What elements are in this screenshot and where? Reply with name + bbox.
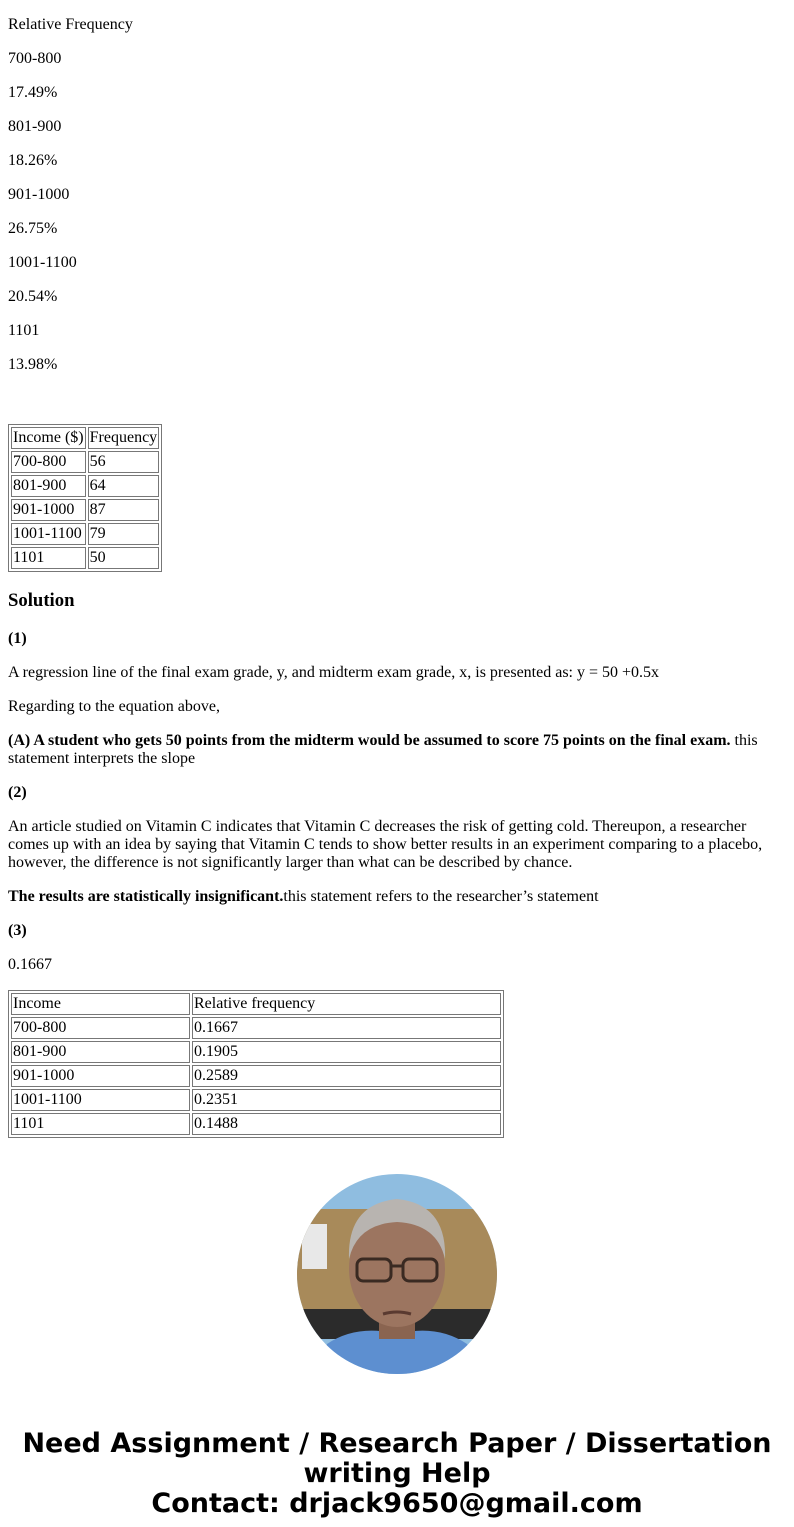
cell: 0.1488	[192, 1113, 501, 1135]
percent-value: 13.98%	[8, 356, 58, 373]
question-label: (2)	[8, 784, 27, 801]
q2-answer-bold: The results are statistically insignificant.	[8, 888, 284, 905]
percent-value: 17.49%	[8, 84, 58, 101]
range-label: 901-1000	[8, 186, 70, 203]
table-row	[11, 475, 159, 497]
banner-headline: Need Assignment / Research Paper / Dissertation writing Help	[22, 1428, 772, 1489]
q1-regarding: Regarding to the equation above,	[8, 698, 220, 715]
solution-heading: Solution	[8, 590, 75, 611]
cell: 1101	[11, 547, 86, 569]
range-label: 801-900	[8, 118, 62, 135]
cell: 0.1667	[192, 1017, 501, 1039]
cell: 0.2589	[192, 1065, 501, 1087]
cell: 700-800	[11, 451, 86, 473]
q2-text: An article studied on Vitamin C indicates that Vitamin C decreases the risk of getting cold. Thereupon, a researcher comes up with an idea by saying that Vitamin C tends to show better results in an experiment comparing to a placebo, however, the difference is not significantly larger than what can be described by chance.	[8, 818, 763, 871]
header-cell: Frequency	[88, 427, 160, 449]
cell: 700-800	[11, 1017, 190, 1039]
cell: 901-1000	[11, 499, 86, 521]
spacer	[8, 390, 786, 408]
cell: 801-900	[11, 475, 86, 497]
percent-value: 20.54%	[8, 288, 58, 305]
cell: 87	[88, 499, 160, 521]
table-row	[11, 1089, 501, 1111]
frequency-table	[8, 424, 162, 572]
cell: 56	[88, 451, 160, 473]
banner-contact: Contact: drjack9650@gmail.com	[151, 1488, 643, 1519]
contact-banner	[8, 1429, 786, 1519]
relative-frequency-heading: Relative Frequency	[8, 16, 133, 33]
q1-answer	[8, 732, 786, 768]
question-label: (1)	[8, 630, 27, 647]
table-row	[11, 547, 159, 569]
q1-answer-bold: (A) A student who gets 50 points from the midterm would be assumed to score 75 points on the final exam.	[8, 732, 731, 749]
range-label: 1101	[8, 322, 40, 339]
table-header-row	[11, 993, 501, 1015]
cell: 0.1905	[192, 1041, 501, 1063]
header-cell: Income ($)	[11, 427, 86, 449]
cell: 901-1000	[11, 1065, 190, 1087]
header-cell: Income	[11, 993, 190, 1015]
range-label: 700-800	[8, 50, 62, 67]
question-label: (3)	[8, 922, 27, 939]
q2-answer	[8, 888, 786, 906]
q3-value: 0.1667	[8, 956, 52, 973]
q1-text: A regression line of the final exam grade, y, and midterm exam grade, x, is presented as: y = 50 +0.5x	[8, 664, 660, 681]
table-row	[11, 499, 159, 521]
header-cell: Relative frequency	[192, 993, 501, 1015]
cell: 0.2351	[192, 1089, 501, 1111]
cell: 1001-1100	[11, 1089, 190, 1111]
table-row	[11, 1041, 501, 1063]
cell: 1001-1100	[11, 523, 86, 545]
cell: 79	[88, 523, 160, 545]
percent-value: 18.26%	[8, 152, 58, 169]
cell: 801-900	[11, 1041, 190, 1063]
cell: 64	[88, 475, 160, 497]
percent-value: 26.75%	[8, 220, 58, 237]
table-row	[11, 1113, 501, 1135]
cell: 50	[88, 547, 160, 569]
table-row	[11, 1065, 501, 1087]
range-label: 1001-1100	[8, 254, 77, 271]
table-row	[11, 1017, 501, 1039]
table-row	[11, 523, 159, 545]
table-row	[11, 451, 159, 473]
q1-answer-rest: this statement interprets the slope	[8, 732, 758, 767]
author-avatar	[297, 1174, 497, 1374]
q2-answer-rest: this statement refers to the researcher’s statement	[283, 888, 599, 905]
cell: 1101	[11, 1113, 190, 1135]
relative-frequency-table	[8, 990, 504, 1138]
table-header-row	[11, 427, 159, 449]
